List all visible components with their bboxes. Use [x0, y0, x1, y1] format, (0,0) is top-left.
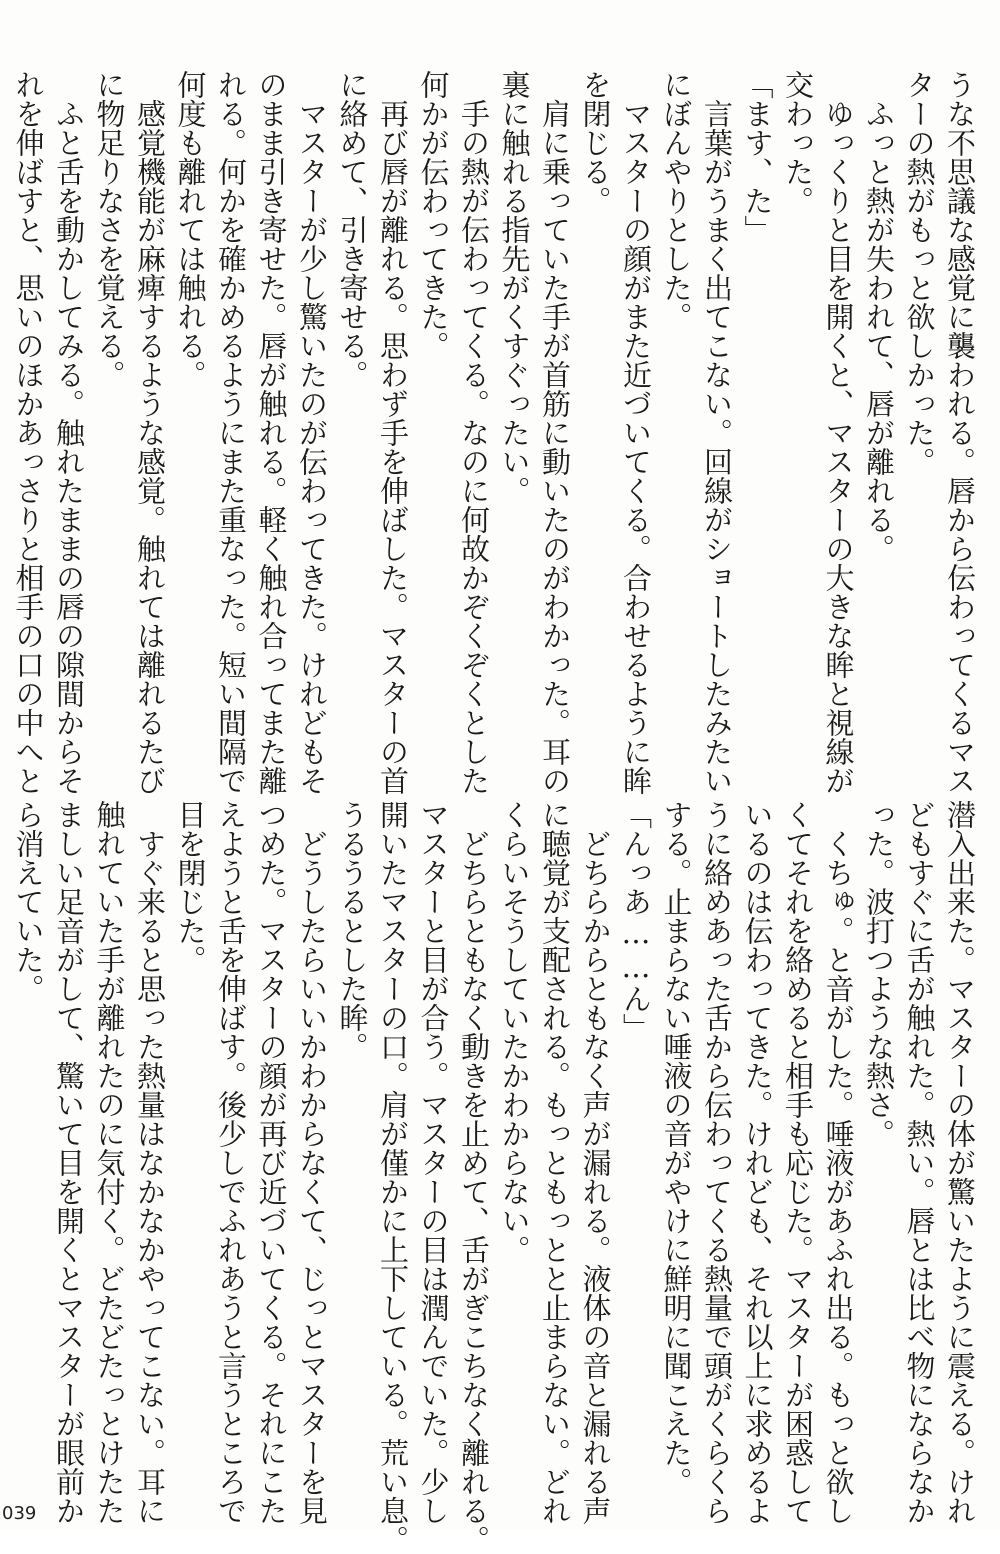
text-line: 再び唇が離れる。思わず手を伸ばした。マスターの首 [376, 70, 410, 795]
text-line: どちらからともなく声が漏れる。液体の音と漏れる声 [578, 800, 613, 1525]
text-line: どうしたらいいかわからなくて、じっとマスターを見 [295, 800, 329, 1525]
text-line: どもすぐに舌が触れた。熱い。唇とは比べ物にならなか [902, 800, 937, 1525]
text-line: うに絡めあった舌から伝わってくる熱量で頭がくらくら [700, 800, 734, 1525]
text-line: くてそれを絡めると相手も応じた。マスターが困惑して [781, 800, 815, 1525]
text-line: つめた。マスターの顔が再び近づいてくる。それにこた [254, 800, 289, 1525]
text-line: れを伸ばすと、思いのほかあっさりと相手の口の中へと [11, 70, 46, 795]
text-line: 言葉がうまく出てこない。回線がショートしたみたい [700, 70, 734, 795]
text-line: いるのは伝わってきた。けれども、それ以上に求めるよ [740, 800, 775, 1525]
text-line: マスターと目が合う。マスターの目は潤んでいた。少し [416, 800, 451, 1525]
text-line: にぼんやりとした。 [659, 70, 694, 331]
text-line: 何度も離れては触れる。 [173, 70, 208, 389]
text-line: に絡めて、引き寄せる。 [335, 70, 370, 389]
text-line: ふっと熱が失われて、唇が離れる。 [862, 70, 896, 563]
text-line: に物足りなさを覚える。 [92, 70, 127, 389]
text-line: 「んっあ……ん」 [619, 800, 653, 1042]
page-number: 039 [2, 1503, 37, 1524]
text-line: くちゅ。と音がした。唾液があふれ出る。もっと欲し [821, 800, 856, 1525]
text-line: に聴覚が支配される。もっともっとと止まらない。どれ [538, 800, 572, 1525]
text-line: を閉じる。 [578, 70, 613, 215]
text-block-top [11, 70, 980, 795]
text-line: った。波打つような熱さ。 [862, 800, 896, 1148]
text-line: えようと舌を伸ばす。後少しでふれあうと言うところで [214, 800, 248, 1525]
text-line: マスターの顔がまた近づいてくる。合わせるように眸 [619, 70, 653, 795]
text-line: 裏に触れる指先がくすぐったい。 [497, 70, 532, 505]
text-line: 交わった。 [781, 70, 815, 215]
text-line: のまま引き寄せた。唇が触れる。軽く触れ合ってまた離 [254, 70, 289, 795]
text-line: くらいそうしていたかわからない。 [497, 800, 532, 1264]
text-line: ましい足音がして、驚いて目を開くとマスターが眼前か [52, 800, 86, 1525]
text-line: 手の熱が伝わってくる。なのに何故かぞくぞくとした [457, 70, 491, 795]
text-line: れる。何かを確かめるようにまた重なった。短い間隔で [214, 70, 248, 795]
text-line: ふと舌を動かしてみる。触れたままの唇の隙間からそ [52, 70, 86, 795]
text-line: どちらともなく動きを止めて、舌がぎこちなく離れる。 [457, 800, 491, 1554]
text-line: ターの熱がもっと欲しかった。 [902, 70, 937, 476]
text-line: 感覚機能が麻痺するような感覚。触れては離れるたび [133, 70, 167, 795]
text-line: マスターが少し驚いたのが伝わってきた。けれどもそ [295, 70, 329, 795]
text-line: すぐ来ると思った熱量はなかなかやってこない。耳に [133, 800, 167, 1525]
text-line: うな不思議な感覚に襲われる。唇から伝わってくるマス [943, 70, 977, 795]
text-line: うるうるとした眸。 [335, 800, 370, 1061]
text-line: 開いたマスターの口。肩が僅かに上下している。荒い息。 [376, 800, 410, 1554]
text-line: 触れていた手が離れたのに気付く。どたどたっとけたた [92, 800, 127, 1525]
text-line: ら消えていた。 [11, 800, 46, 1003]
text-line: 肩に乗っていた手が首筋に動いたのがわかった。耳の [538, 70, 572, 795]
text-line: ゆっくりと目を開くと、マスターの大きな眸と視線が [821, 70, 856, 795]
text-line: 目を閉じた。 [173, 800, 208, 974]
text-line: する。止まらない唾液の音がやけに鮮明に聞こえた。 [659, 800, 694, 1496]
text-line: 潜入出来た。マスターの体が驚いたように震える。けれ [943, 800, 977, 1525]
text-line: 何かが伝わってきた。 [416, 70, 451, 360]
text-line: 「ます、た」 [740, 70, 775, 244]
